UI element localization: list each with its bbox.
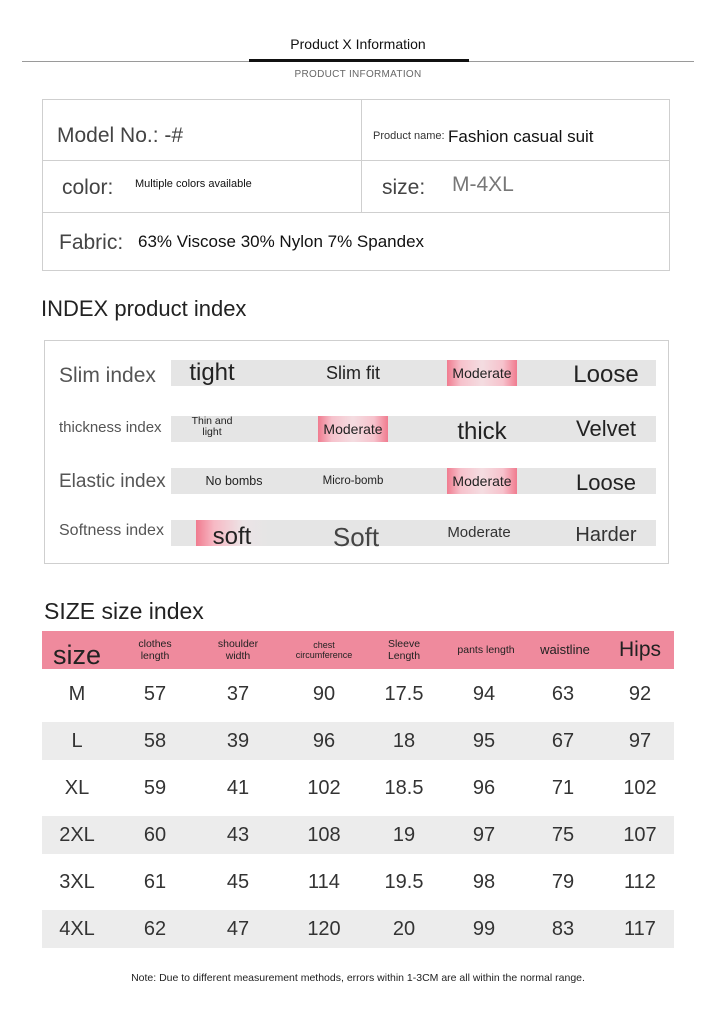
index-row-label: Softness index (59, 522, 164, 539)
color-value: Multiple colors available (135, 178, 252, 190)
fabric-label: Fabric: (59, 231, 124, 254)
table-row (42, 769, 674, 807)
index-row-slim (45, 358, 668, 398)
header-waistline: waistline (540, 641, 590, 657)
index-bar (171, 468, 656, 494)
index-row-label: Elastic index (59, 471, 166, 492)
table-cell: 59 (143, 776, 167, 799)
index-option-selected: Moderate (318, 416, 388, 442)
table-cell: 98 (472, 870, 496, 893)
index-option-selected: Moderate (447, 360, 517, 386)
product-name-value: Fashion casual suit (448, 127, 594, 146)
info-column-divider (361, 100, 362, 213)
table-cell: L (71, 729, 83, 752)
index-bar (171, 360, 656, 386)
table-cell: 79 (551, 870, 575, 893)
table-cell: 18 (392, 729, 416, 752)
info-divider (43, 160, 669, 161)
table-cell: 62 (143, 917, 167, 940)
model-number-label: Model No.: -# (57, 124, 184, 147)
color-label: color: (62, 176, 114, 199)
index-option: Loose (573, 361, 639, 388)
info-divider (43, 212, 669, 213)
size-label: size: (382, 176, 426, 199)
page-subtitle: PRODUCT INFORMATION (294, 69, 422, 80)
index-option: Velvet (576, 416, 636, 441)
table-cell: 96 (472, 776, 496, 799)
table-row (42, 816, 674, 854)
index-row-label: thickness index (59, 419, 162, 436)
table-cell: 3XL (59, 870, 95, 893)
size-section-title: SIZE size index (44, 598, 204, 624)
table-cell: XL (64, 776, 90, 799)
index-option: Slim fit (326, 363, 380, 383)
header-accent-bar (249, 59, 469, 62)
table-cell: 57 (143, 682, 167, 705)
index-option: Moderate (447, 524, 511, 541)
table-cell: 92 (628, 682, 652, 705)
table-cell: 4XL (59, 917, 95, 940)
header-sleeve-length: Sleeve Length (387, 637, 421, 662)
table-cell: 95 (472, 729, 496, 752)
table-cell: 75 (551, 823, 575, 846)
table-cell: 102 (623, 776, 657, 799)
header-chest-circumference: chest circumference (295, 639, 353, 660)
size-table-header (42, 631, 674, 669)
product-index-box (44, 340, 669, 564)
table-row (42, 910, 674, 948)
header-hips: Hips (618, 637, 661, 661)
table-cell: 112 (624, 870, 656, 893)
table-cell: 58 (143, 729, 167, 752)
table-cell: M (68, 682, 86, 705)
table-cell: 99 (472, 917, 496, 940)
table-cell: 18.5 (384, 776, 424, 799)
index-option: tight (189, 359, 235, 386)
table-cell: 114 (308, 870, 340, 893)
index-bar (171, 520, 656, 552)
index-option: Harder (575, 524, 637, 546)
measurement-note: Note: Due to different measurement methods, errors within 1-3CM are all within the normal range. (131, 972, 585, 984)
index-option: Micro-bomb (322, 475, 384, 487)
table-cell: 117 (624, 917, 656, 940)
index-row-softness (45, 518, 668, 558)
header-clothes-length: clothes length (138, 637, 172, 662)
product-info-box (42, 99, 670, 271)
table-cell: 120 (307, 917, 341, 940)
index-row-label: Slim index (59, 364, 156, 387)
index-option: Soft (332, 522, 380, 552)
table-cell: 102 (307, 776, 341, 799)
table-cell: 90 (312, 682, 336, 705)
table-cell: 96 (312, 729, 336, 752)
index-option-selected: soft (212, 523, 252, 550)
product-name-label: Product name: (373, 130, 445, 142)
table-cell: 20 (392, 917, 416, 940)
page-title: Product X Information (290, 36, 426, 52)
table-cell: 37 (226, 682, 250, 705)
table-cell: 47 (226, 917, 250, 940)
header-pants-length: pants length (457, 643, 515, 656)
size-table (42, 631, 674, 957)
index-option: Thin and light (191, 415, 233, 439)
index-option-selected: Moderate (447, 468, 517, 494)
table-cell: 60 (143, 823, 167, 846)
table-cell: 2XL (59, 823, 95, 846)
size-value: M-4XL (452, 173, 514, 196)
table-cell: 19.5 (384, 870, 424, 893)
index-option: Loose (576, 470, 636, 495)
header-shoulder-width: shoulder width (217, 637, 259, 662)
table-cell: 45 (226, 870, 250, 893)
index-row-thickness (45, 414, 668, 454)
index-option: No bombs (205, 474, 263, 488)
table-cell: 39 (226, 729, 250, 752)
table-cell: 19 (392, 823, 416, 846)
table-cell: 108 (307, 823, 341, 846)
index-option: thick (457, 418, 507, 445)
header-size: size (52, 640, 101, 671)
table-cell: 61 (143, 870, 167, 893)
table-row (42, 722, 674, 760)
table-cell: 71 (551, 776, 575, 799)
table-cell: 107 (623, 823, 657, 846)
table-cell: 97 (472, 823, 496, 846)
index-row-elastic (45, 466, 668, 506)
table-cell: 63 (551, 682, 575, 705)
table-cell: 67 (551, 729, 575, 752)
table-cell: 17.5 (384, 682, 424, 705)
table-cell: 41 (226, 776, 250, 799)
table-cell: 97 (628, 729, 652, 752)
table-row (42, 675, 674, 713)
table-cell: 94 (472, 682, 496, 705)
index-section-title: INDEX product index (41, 296, 247, 321)
index-bar (171, 415, 656, 445)
table-row (42, 863, 674, 901)
table-cell: 83 (551, 917, 575, 940)
fabric-value: 63% Viscose 30% Nylon 7% Spandex (138, 232, 425, 251)
table-cell: 43 (226, 823, 250, 846)
